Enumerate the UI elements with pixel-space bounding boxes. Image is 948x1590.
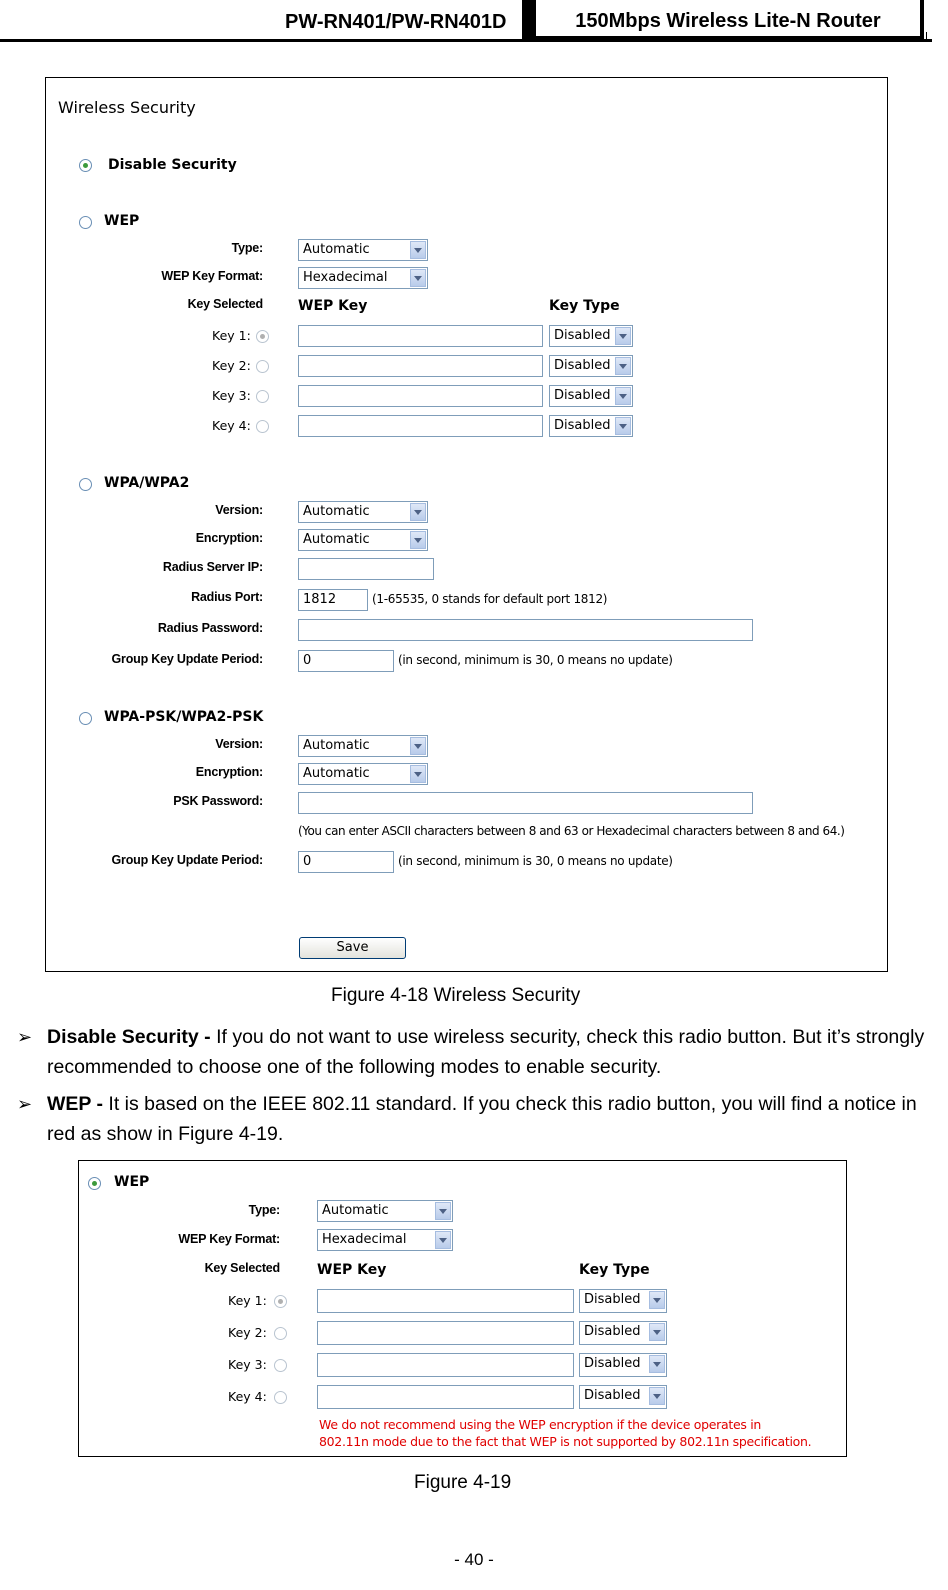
wep-key-format-value: Hexadecimal <box>322 1232 407 1247</box>
radio-dot-icon <box>92 1181 97 1186</box>
key-type-header: Key Type <box>579 1262 650 1278</box>
wep-notice-panel <box>78 1160 847 1457</box>
key4-input[interactable] <box>298 415 543 437</box>
key1-input[interactable] <box>298 325 543 347</box>
radio-dot-icon <box>83 163 88 168</box>
wep-type-select[interactable] <box>317 1200 453 1222</box>
radio-dot-icon <box>260 334 265 339</box>
key2-type-value: Disabled <box>554 358 611 373</box>
wep-label: WEP <box>114 1174 150 1190</box>
key2-type-select[interactable] <box>549 355 633 377</box>
radius-password-label: Radius Password: <box>157 621 263 635</box>
header-rule-end <box>926 32 933 40</box>
chevron-down-icon <box>410 531 426 549</box>
disable-security-radio[interactable] <box>79 159 92 172</box>
key4-type-value: Disabled <box>554 418 611 433</box>
key1-type-select[interactable] <box>549 325 633 347</box>
wep-radio-selected[interactable] <box>88 1177 101 1190</box>
wpa-version-value: Automatic <box>303 504 370 519</box>
key2-label: Key 2: <box>228 1325 267 1340</box>
key1-radio[interactable] <box>274 1295 287 1308</box>
save-button[interactable]: Save <box>299 937 406 959</box>
key2-type-value: Disabled <box>584 1324 641 1339</box>
key3-type-value: Disabled <box>554 388 611 403</box>
disable-security-text: If you do not want to use wireless security, check this radio button. But it’s strongly recommended to choose one of the following modes to enable security. <box>47 1026 925 1078</box>
psk-encryption-label: Encryption: <box>195 765 263 779</box>
header-model: PW-RN401/PW-RN401D <box>285 11 507 33</box>
key4-type-select[interactable] <box>549 415 633 437</box>
wep-radio[interactable] <box>79 216 92 229</box>
chevron-down-icon <box>410 269 426 287</box>
key1-radio[interactable] <box>256 330 269 343</box>
key4-input[interactable] <box>317 1385 574 1409</box>
figure1-caption: Figure 4-18 Wireless Security <box>331 985 581 1006</box>
wpa-psk-label: WPA-PSK/WPA2-PSK <box>104 709 264 725</box>
wpa-version-label: Version: <box>215 503 263 517</box>
key4-radio[interactable] <box>274 1391 287 1404</box>
key3-input[interactable] <box>298 385 543 407</box>
chevron-down-icon <box>649 1355 665 1373</box>
key2-input[interactable] <box>317 1321 574 1345</box>
key3-radio[interactable] <box>256 390 269 403</box>
chevron-down-icon <box>410 241 426 259</box>
bullet-arrow-icon: ➢ <box>17 1094 33 1114</box>
wpa-psk-radio[interactable] <box>79 712 92 725</box>
key4-label: Key 4: <box>228 1389 267 1404</box>
disable-security-paragraph <box>47 1022 933 1082</box>
psk-password-input[interactable] <box>298 792 753 814</box>
panel-title: Wireless Security <box>58 98 196 117</box>
radius-port-label: Radius Port: <box>191 590 263 604</box>
wpa-encryption-select[interactable] <box>298 529 428 551</box>
chevron-down-icon <box>615 357 631 375</box>
key1-type-select[interactable] <box>579 1289 667 1313</box>
wep-paragraph <box>47 1089 933 1149</box>
wpa-radio[interactable] <box>79 478 92 491</box>
bullet-arrow-icon: ➢ <box>17 1027 33 1047</box>
radius-port-hint: (1-65535, 0 stands for default port 1812) <box>372 592 608 606</box>
key3-type-value: Disabled <box>584 1356 641 1371</box>
wep-type-label: Type: <box>248 1203 280 1217</box>
wpa-group-key-hint: (in second, minimum is 30, 0 means no update) <box>398 653 673 667</box>
key2-type-select[interactable] <box>579 1321 667 1345</box>
wpa-encryption-value: Automatic <box>303 532 370 547</box>
psk-group-key-input[interactable]: 0 <box>298 851 394 873</box>
wep-type-select[interactable] <box>298 239 428 261</box>
header-rule <box>0 39 932 42</box>
psk-version-label: Version: <box>215 737 263 751</box>
page-number: - 40 - <box>454 1550 494 1569</box>
key3-type-select[interactable] <box>549 385 633 407</box>
wep-key-format-select[interactable] <box>317 1229 453 1251</box>
key3-radio[interactable] <box>274 1359 287 1372</box>
wpa-group-key-input[interactable]: 0 <box>298 650 394 672</box>
psk-encryption-value: Automatic <box>303 766 370 781</box>
header-product: 150Mbps Wireless Lite-N Router <box>536 0 920 36</box>
psk-password-hint: (You can enter ASCII characters between 8 and 63 or Hexadecimal characters between 8 and 64.) <box>298 824 845 838</box>
chevron-down-icon <box>649 1323 665 1341</box>
wep-warning-line2: 802.11n mode due to the fact that WEP is not supported by 802.11n specification. <box>319 1434 812 1449</box>
chevron-down-icon <box>615 327 631 345</box>
wep-key-format-select[interactable] <box>298 267 428 289</box>
chevron-down-icon <box>435 1202 451 1220</box>
chevron-down-icon <box>435 1231 451 1249</box>
key4-type-value: Disabled <box>584 1388 641 1403</box>
chevron-down-icon <box>410 737 426 755</box>
key-selected-label: Key Selected <box>187 297 263 311</box>
chevron-down-icon <box>410 765 426 783</box>
wep-text: It is based on the IEEE 802.11 standard. If you check this radio button, you will find a notice in red as show in Figure 4-19. <box>47 1093 917 1145</box>
key3-type-select[interactable] <box>579 1353 667 1377</box>
radius-server-ip-input[interactable] <box>298 558 434 580</box>
key2-input[interactable] <box>298 355 543 377</box>
key1-label: Key 1: <box>212 328 251 343</box>
psk-version-value: Automatic <box>303 738 370 753</box>
wep-type-value: Automatic <box>303 242 370 257</box>
chevron-down-icon <box>615 387 631 405</box>
disable-security-term: Disable Security - <box>47 1026 211 1048</box>
chevron-down-icon <box>615 417 631 435</box>
key4-label: Key 4: <box>212 418 251 433</box>
key1-label: Key 1: <box>228 1293 267 1308</box>
key-type-header: Key Type <box>549 298 620 314</box>
key3-label: Key 3: <box>228 1357 267 1372</box>
radius-password-input[interactable] <box>298 619 753 641</box>
key1-type-value: Disabled <box>584 1292 641 1307</box>
wep-key-format-label: WEP Key Format: <box>161 269 263 283</box>
key3-label: Key 3: <box>212 388 251 403</box>
disable-security-label: Disable Security <box>108 157 237 173</box>
wpa-encryption-label: Encryption: <box>195 531 263 545</box>
key2-radio[interactable] <box>274 1327 287 1340</box>
key1-input[interactable] <box>317 1289 574 1313</box>
key-selected-label: Key Selected <box>204 1261 280 1275</box>
wep-warning-line1: We do not recommend using the WEP encryption if the device operates in <box>319 1417 762 1432</box>
chevron-down-icon <box>649 1387 665 1405</box>
radio-dot-icon <box>278 1299 283 1304</box>
key3-input[interactable] <box>317 1353 574 1377</box>
psk-password-label: PSK Password: <box>173 794 263 808</box>
wpa-label: WPA/WPA2 <box>104 475 190 491</box>
wep-type-label: Type: <box>231 241 263 255</box>
chevron-down-icon <box>410 503 426 521</box>
wep-key-header: WEP Key <box>317 1262 387 1278</box>
figure2-caption: Figure 4-19 <box>414 1472 512 1493</box>
wpa-group-key-label: Group Key Update Period: <box>111 652 263 666</box>
key1-type-value: Disabled <box>554 328 611 343</box>
key2-radio[interactable] <box>256 360 269 373</box>
wpa-version-select[interactable] <box>298 501 428 523</box>
radius-port-input[interactable]: 1812 <box>298 589 368 611</box>
wep-term: WEP - <box>47 1093 103 1115</box>
psk-version-select[interactable] <box>298 735 428 757</box>
wep-label: WEP <box>104 213 140 229</box>
key4-type-select[interactable] <box>579 1385 667 1409</box>
key4-radio[interactable] <box>256 420 269 433</box>
wep-key-format-label: WEP Key Format: <box>178 1232 280 1246</box>
wep-type-value: Automatic <box>322 1203 389 1218</box>
psk-encryption-select[interactable] <box>298 763 428 785</box>
psk-group-key-label: Group Key Update Period: <box>111 853 263 867</box>
psk-group-key-hint: (in second, minimum is 30, 0 means no update) <box>398 854 673 868</box>
wep-key-format-value: Hexadecimal <box>303 270 388 285</box>
key2-label: Key 2: <box>212 358 251 373</box>
wireless-security-panel <box>45 77 888 972</box>
radius-server-ip-label: Radius Server IP: <box>162 560 263 574</box>
wep-key-header: WEP Key <box>298 298 368 314</box>
chevron-down-icon <box>649 1291 665 1309</box>
